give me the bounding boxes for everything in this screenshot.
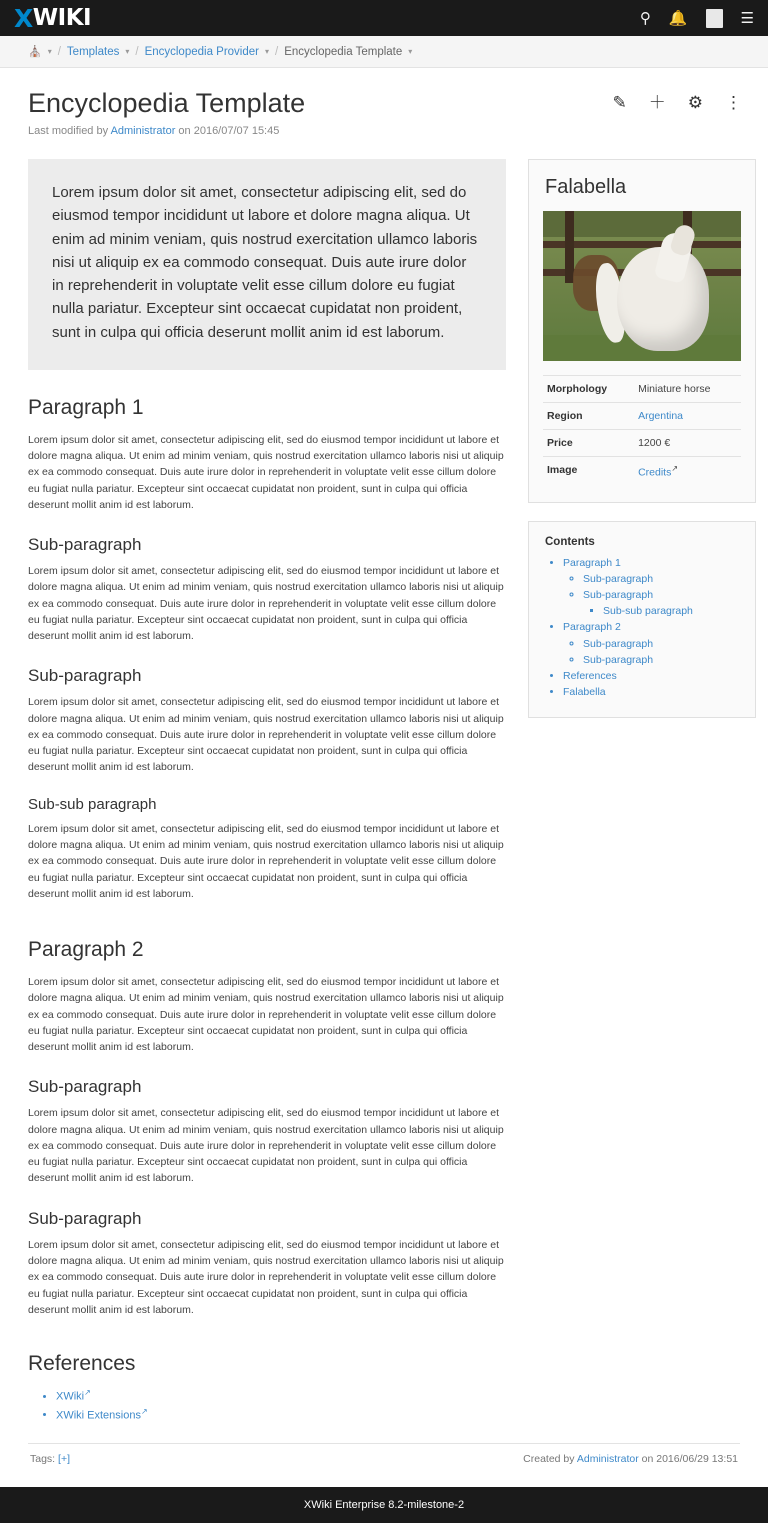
property-value bbox=[634, 403, 741, 430]
image-credits-link[interactable]: Credits bbox=[638, 466, 672, 479]
paragraph-body: Lorem ipsum dolor sit amet, consectetur adipiscing elit, sed do eiusmod tempor incididunt ut labore et dolore magna aliqua. Ut enim ad minim veniam, quis nostrud exercitation ullamco laboris nisi ut aliquip ex ea commodo consequat. Duis aute irure dolor in reprehenderit in voluptate velit esse cillum dolore eu fugiat nulla pariatur. Excepteur sint occaecat cupidatat non proident, sunt in culpa qui officia deserunt mollit anim id est laborum. bbox=[28, 976, 504, 1054]
contents-title: Contents bbox=[545, 535, 595, 548]
region-link[interactable]: Argentina bbox=[638, 410, 684, 422]
page-title: Encyclopedia Template bbox=[28, 88, 306, 118]
list-item bbox=[56, 1388, 506, 1403]
edit-pencil-icon[interactable]: ✎ bbox=[612, 93, 627, 112]
last-modified-prefix: Last modified by bbox=[28, 125, 109, 137]
list-item bbox=[583, 572, 741, 587]
external-link-icon: ↗ bbox=[671, 464, 679, 473]
version-label: XWiki Enterprise 8.2-milestone-2 bbox=[303, 1499, 465, 1512]
main-column bbox=[28, 159, 506, 1425]
bell-icon[interactable]: 🔔 bbox=[668, 9, 688, 27]
breadcrumb-separator: / bbox=[275, 45, 279, 58]
topbar-icon-group bbox=[640, 9, 754, 28]
list-item bbox=[563, 556, 741, 620]
external-link-icon: ↗ bbox=[140, 1406, 148, 1416]
list-item bbox=[56, 1407, 506, 1422]
list-item bbox=[563, 685, 741, 700]
chevron-down-icon[interactable]: ▾ bbox=[408, 47, 413, 56]
breadcrumb-home-icon[interactable]: ⛪ bbox=[28, 46, 42, 58]
gear-icon[interactable]: ⚙ bbox=[687, 93, 703, 112]
toc-sublist bbox=[563, 572, 741, 620]
heading-paragraph-1: Paragraph 1 bbox=[28, 395, 144, 419]
paragraph-body: Lorem ipsum dolor sit amet, consectetur adipiscing elit, sed do eiusmod tempor incididunt ut labore et dolore magna aliqua. Ut enim ad minim veniam, quis nostrud exercitation ullamco laboris nisi ut aliquip ex ea commodo consequat. Duis aute irure dolor in reprehenderit in voluptate velit esse cillum dolore eu fugiat nulla pariatur. Excepteur sint occaecat cupidatat non proident, sunt in culpa qui officia deserunt mollit anim id est laborum. bbox=[28, 1107, 504, 1185]
property-value: Miniature horse bbox=[634, 376, 741, 403]
heading-paragraph-2: Paragraph 2 bbox=[28, 938, 144, 962]
toc-link-sub-paragraph[interactable]: Sub-paragraph bbox=[583, 637, 654, 650]
horse-photo bbox=[543, 211, 741, 361]
sidebar-column bbox=[528, 159, 756, 736]
toc-link-sub-paragraph[interactable]: Sub-paragraph bbox=[583, 572, 654, 585]
add-plus-icon[interactable]: ＋ bbox=[648, 93, 666, 112]
table-row bbox=[543, 457, 741, 486]
breadcrumb-item-encyclopedia-provider[interactable]: Encyclopedia Provider bbox=[144, 45, 259, 58]
created-by-author-link[interactable]: Administrator bbox=[576, 1453, 639, 1466]
heading-p1-sub-2: Sub-paragraph bbox=[28, 666, 142, 686]
more-vertical-icon[interactable]: ⋮ bbox=[725, 93, 742, 112]
list-item bbox=[603, 604, 741, 619]
breadcrumb-separator: / bbox=[57, 45, 61, 58]
list-item bbox=[583, 637, 741, 652]
property-key: Morphology bbox=[543, 376, 634, 403]
chevron-down-icon[interactable]: ▾ bbox=[125, 47, 130, 56]
intro-callout: Lorem ipsum dolor sit amet, consectetur adipiscing elit, sed do eiusmod tempor incididunt ut labore et dolore magna aliqua. Ut enim ad minim veniam, quis nostrud exercitation ullamco laboris nisi ut aliquip ex ea commodo consequat. Duis aute irure dolor in reprehenderit in voluptate velit esse cillum dolore eu fugiat nulla pariatur. Excepteur sint occaecat cupidatat non proident, sunt in culpa qui officia deserunt mollit anim id est laborum. bbox=[28, 159, 506, 370]
table-row bbox=[543, 403, 741, 430]
tags-label: Tags: bbox=[30, 1453, 56, 1466]
breadcrumb-separator: / bbox=[135, 45, 139, 58]
toc-link-sub-paragraph[interactable]: Sub-paragraph bbox=[583, 653, 654, 666]
heading-p2-sub-1: Sub-paragraph bbox=[28, 1077, 142, 1097]
property-key: Region bbox=[543, 403, 634, 430]
heading-p2-sub-2: Sub-paragraph bbox=[28, 1208, 142, 1228]
top-navigation-bar bbox=[0, 0, 768, 36]
menu-icon[interactable]: ☰ bbox=[740, 9, 754, 27]
logo-wordmark: WIKI bbox=[32, 5, 92, 31]
list-item bbox=[583, 588, 741, 619]
toc-link-sub-paragraph[interactable]: Sub-paragraph bbox=[583, 588, 654, 601]
table-row bbox=[543, 430, 741, 457]
table-row bbox=[543, 376, 741, 403]
chevron-down-icon[interactable]: ▾ bbox=[264, 47, 269, 56]
paragraph-body: Lorem ipsum dolor sit amet, consectetur adipiscing elit, sed do eiusmod tempor incididunt ut labore et dolore magna aliqua. Ut enim ad minim veniam, quis nostrud exercitation ullamco laboris nisi ut aliquip ex ea commodo consequat. Duis aute irure dolor in reprehenderit in voluptate velit esse cillum dolore eu fugiat nulla pariatur. Excepteur sint occaecat cupidatat non proident, sunt in culpa qui officia deserunt mollit anim id est laborum. bbox=[28, 433, 504, 511]
last-modified-date: on 2016/07/07 15:45 bbox=[178, 125, 280, 137]
toc-link-paragraph-2[interactable]: Paragraph 2 bbox=[563, 621, 621, 634]
property-key: Price bbox=[543, 430, 634, 457]
property-key: Image bbox=[543, 457, 634, 486]
xwiki-logo[interactable] bbox=[14, 5, 91, 31]
toc-subsublist bbox=[583, 604, 741, 619]
infobox-properties-table bbox=[543, 375, 741, 486]
infobox-panel bbox=[528, 159, 756, 503]
reference-link-xwiki-extensions[interactable]: XWiki Extensions bbox=[56, 1409, 141, 1422]
tags-expand-toggle[interactable]: [+] bbox=[58, 1453, 70, 1466]
list-item bbox=[583, 653, 741, 668]
toc-link-sub-sub-paragraph[interactable]: Sub-sub paragraph bbox=[603, 605, 693, 618]
breadcrumb-item-templates[interactable]: Templates bbox=[66, 45, 120, 58]
external-link-icon: ↗ bbox=[84, 1388, 91, 1398]
reference-link-xwiki[interactable]: XWiki bbox=[56, 1390, 85, 1403]
page-icon[interactable] bbox=[706, 9, 723, 28]
contents-panel bbox=[528, 521, 756, 719]
paragraph-body: Lorem ipsum dolor sit amet, consectetur adipiscing elit, sed do eiusmod tempor incididunt ut labore et dolore magna aliqua. Ut enim ad minim veniam, quis nostrud exercitation ullamco laboris nisi ut aliquip ex ea commodo consequat. Duis aute irure dolor in reprehenderit in voluptate velit esse cillum dolore eu fugiat nulla pariatur. Excepteur sint occaecat cupidatat non proident, sunt in culpa qui officia deserunt mollit anim id est laborum. bbox=[28, 1238, 504, 1316]
last-modified-author-link[interactable]: Administrator bbox=[110, 125, 176, 137]
tags-area bbox=[30, 1453, 70, 1465]
property-value bbox=[634, 457, 741, 486]
list-item bbox=[563, 669, 741, 684]
search-icon[interactable]: ⚲ bbox=[639, 9, 651, 27]
toc-link-references[interactable]: References bbox=[563, 670, 617, 683]
breadcrumb bbox=[0, 36, 768, 68]
reference-list bbox=[28, 1388, 506, 1421]
page-header bbox=[0, 68, 768, 137]
property-value: 1200 € bbox=[634, 430, 741, 457]
created-by-prefix: Created by bbox=[523, 1453, 575, 1466]
infobox-title: Falabella bbox=[545, 176, 627, 198]
logo-x-mark: X bbox=[14, 3, 33, 33]
paragraph-body: Lorem ipsum dolor sit amet, consectetur adipiscing elit, sed do eiusmod tempor incididunt ut labore et dolore magna aliqua. Ut enim ad minim veniam, quis nostrud exercitation ullamco laboris nisi ut aliquip ex ea commodo consequat. Duis aute irure dolor in reprehenderit in voluptate velit esse cillum dolore eu fugiat nulla pariatur. Excepteur sint occaecat cupidatat non proident, sunt in culpa qui officia deserunt mollit anim id est laborum. bbox=[28, 565, 504, 643]
toc-link-falabella[interactable]: Falabella bbox=[563, 686, 606, 699]
document-footer bbox=[28, 1443, 740, 1477]
heading-p1-sub-1: Sub-paragraph bbox=[28, 535, 142, 555]
created-date: on 2016/06/29 13:51 bbox=[641, 1453, 738, 1466]
heading-references: References bbox=[28, 1352, 136, 1376]
table-of-contents bbox=[543, 556, 741, 701]
content-area bbox=[0, 151, 768, 1425]
breadcrumb-item-current: Encyclopedia Template bbox=[284, 45, 403, 58]
page-metadata bbox=[28, 125, 740, 137]
paragraph-body: Lorem ipsum dolor sit amet, consectetur adipiscing elit, sed do eiusmod tempor incididunt ut labore et dolore magna aliqua. Ut enim ad minim veniam, quis nostrud exercitation ullamco laboris nisi ut aliquip ex ea commodo consequat. Duis aute irure dolor in reprehenderit in voluptate velit esse cillum dolore eu fugiat nulla pariatur. Excepteur sint occaecat cupidatat non proident, sunt in culpa qui officia deserunt mollit anim id est laborum. bbox=[28, 822, 504, 900]
creation-info bbox=[523, 1453, 738, 1465]
toc-sublist bbox=[563, 637, 741, 668]
list-item bbox=[563, 620, 741, 668]
version-footer-bar bbox=[0, 1487, 768, 1523]
paragraph-body: Lorem ipsum dolor sit amet, consectetur adipiscing elit, sed do eiusmod tempor incididunt ut labore et dolore magna aliqua. Ut enim ad minim veniam, quis nostrud exercitation ullamco laboris nisi ut aliquip ex ea commodo consequat. Duis aute irure dolor in reprehenderit in voluptate velit esse cillum dolore eu fugiat nulla pariatur. Excepteur sint occaecat cupidatat non proident, sunt in culpa qui officia deserunt mollit anim id est laborum. bbox=[28, 696, 504, 774]
heading-p1-subsub: Sub-sub paragraph bbox=[28, 795, 157, 813]
toc-link-paragraph-1[interactable]: Paragraph 1 bbox=[563, 556, 621, 569]
document-actions bbox=[613, 94, 743, 111]
breadcrumb-home-caret-icon[interactable]: ▾ bbox=[47, 47, 52, 56]
